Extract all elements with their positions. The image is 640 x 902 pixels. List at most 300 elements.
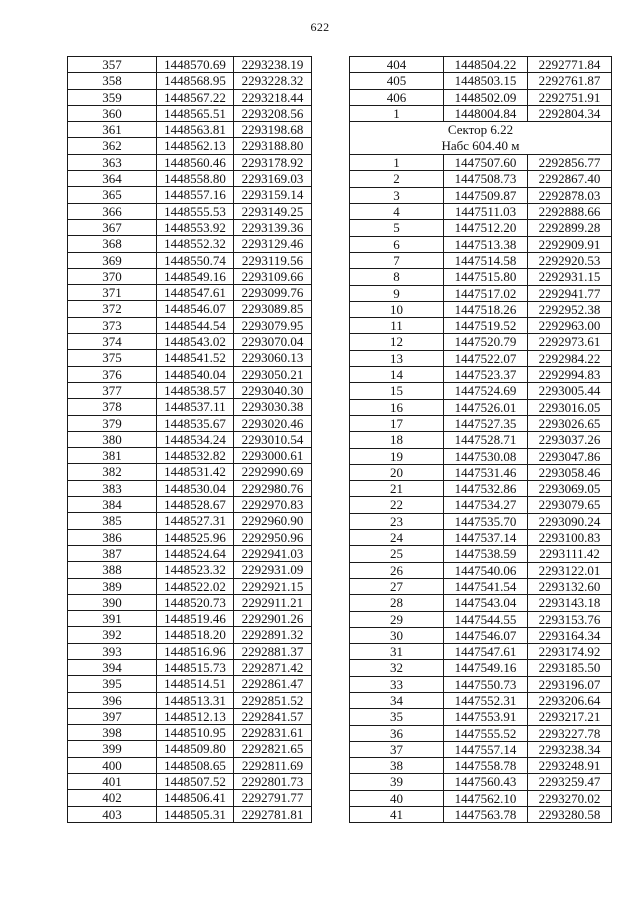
coordinate-y-cell: 2292871.42	[234, 659, 312, 675]
coordinate-x-cell: 1447562.10	[444, 790, 528, 806]
coordinate-y-cell: 2293164.34	[528, 627, 612, 643]
table-row	[68, 757, 312, 773]
coordinate-x-cell: 1447531.46	[444, 464, 528, 480]
coordinate-y-cell: 2293099.76	[234, 285, 312, 301]
table-row	[68, 171, 312, 187]
table-row	[350, 171, 612, 187]
coordinate-x-cell: 1448555.53	[157, 203, 234, 219]
table-row	[350, 57, 612, 73]
point-number-cell: 379	[68, 415, 157, 431]
point-number-cell: 3	[350, 187, 444, 203]
table-row	[350, 105, 612, 121]
coordinate-y-cell: 2292931.09	[234, 562, 312, 578]
table-row	[350, 611, 612, 627]
coordinate-x-cell: 1447543.04	[444, 595, 528, 611]
coordinate-y-cell: 2292801.73	[234, 774, 312, 790]
coordinate-y-cell: 2292867.40	[528, 171, 612, 187]
point-number-cell: 12	[350, 334, 444, 350]
coordinate-x-cell: 1448505.31	[157, 806, 234, 822]
point-number-cell: 361	[68, 122, 157, 138]
point-number-cell: 406	[350, 89, 444, 105]
table-row	[350, 187, 612, 203]
table-row	[350, 660, 612, 676]
coordinate-x-cell: 1447546.07	[444, 627, 528, 643]
coordinate-y-cell: 2292861.47	[234, 676, 312, 692]
table-row	[350, 644, 612, 660]
point-number-cell: 365	[68, 187, 157, 203]
point-number-cell: 1	[350, 105, 444, 121]
coordinate-x-cell: 1448568.95	[157, 73, 234, 89]
coordinate-x-cell: 1448520.73	[157, 594, 234, 610]
coordinate-y-cell: 2293000.61	[234, 448, 312, 464]
section-header-row	[350, 122, 612, 155]
coordinates-table-right-body-after	[350, 155, 612, 823]
point-number-cell: 369	[68, 252, 157, 268]
table-row	[68, 382, 312, 398]
table-row	[68, 708, 312, 724]
point-number-cell: 391	[68, 611, 157, 627]
coordinate-y-cell: 2292888.66	[528, 204, 612, 220]
table-row	[68, 741, 312, 757]
coordinate-y-cell: 2293227.78	[528, 725, 612, 741]
coordinate-x-cell: 1447515.80	[444, 269, 528, 285]
point-number-cell: 16	[350, 399, 444, 415]
table-row	[350, 513, 612, 529]
point-number-cell: 375	[68, 350, 157, 366]
point-number-cell: 380	[68, 431, 157, 447]
coordinate-x-cell: 1448507.52	[157, 774, 234, 790]
coordinate-y-cell: 2292941.77	[528, 285, 612, 301]
point-number-cell: 388	[68, 562, 157, 578]
table-row	[68, 187, 312, 203]
point-number-cell: 384	[68, 497, 157, 513]
table-row	[350, 89, 612, 105]
table-row	[68, 285, 312, 301]
point-number-cell: 4	[350, 204, 444, 220]
table-row	[68, 415, 312, 431]
coordinate-y-cell: 2292821.65	[234, 741, 312, 757]
coordinate-x-cell: 1448563.81	[157, 122, 234, 138]
point-number-cell: 17	[350, 415, 444, 431]
coordinate-x-cell: 1448543.02	[157, 334, 234, 350]
table-row	[350, 741, 612, 757]
point-number-cell: 385	[68, 513, 157, 529]
coordinate-y-cell: 2293016.05	[528, 399, 612, 415]
coordinate-y-cell: 2292994.83	[528, 367, 612, 383]
table-row	[350, 252, 612, 268]
point-number-cell: 387	[68, 545, 157, 561]
point-number-cell: 38	[350, 758, 444, 774]
coordinate-y-cell: 2292761.87	[528, 73, 612, 89]
coordinate-x-cell: 1448535.67	[157, 415, 234, 431]
coordinate-x-cell: 1448510.95	[157, 725, 234, 741]
coordinate-y-cell: 2292970.83	[234, 497, 312, 513]
coordinate-x-cell: 1447528.71	[444, 432, 528, 448]
coordinates-table-right-body-before	[350, 57, 612, 122]
coordinate-y-cell: 2293020.46	[234, 415, 312, 431]
coordinate-x-cell: 1447522.07	[444, 350, 528, 366]
coordinate-y-cell: 2293047.86	[528, 448, 612, 464]
table-row	[350, 73, 612, 89]
coordinate-x-cell: 1447532.86	[444, 481, 528, 497]
coordinate-y-cell: 2293174.92	[528, 644, 612, 660]
coordinate-y-cell: 2293169.03	[234, 171, 312, 187]
coordinate-x-cell: 1447560.43	[444, 774, 528, 790]
coordinate-y-cell: 2293143.18	[528, 595, 612, 611]
table-row	[68, 611, 312, 627]
coordinate-x-cell: 1448570.69	[157, 57, 234, 73]
table-row	[68, 317, 312, 333]
coordinate-x-cell: 1448541.52	[157, 350, 234, 366]
point-number-cell: 392	[68, 627, 157, 643]
table-row	[68, 431, 312, 447]
coordinate-y-cell: 2293153.76	[528, 611, 612, 627]
table-row	[68, 676, 312, 692]
coordinate-y-cell: 2292851.52	[234, 692, 312, 708]
table-row	[68, 301, 312, 317]
coordinate-y-cell: 2293109.66	[234, 268, 312, 284]
coordinate-x-cell: 1447555.52	[444, 725, 528, 741]
table-row	[350, 725, 612, 741]
table-row	[350, 415, 612, 431]
coordinate-x-cell: 1447514.58	[444, 252, 528, 268]
coordinate-y-cell: 2293238.34	[528, 741, 612, 757]
table-row	[68, 73, 312, 89]
coordinate-x-cell: 1448518.20	[157, 627, 234, 643]
coordinate-y-cell: 2293050.21	[234, 366, 312, 382]
point-number-cell: 33	[350, 676, 444, 692]
table-row	[68, 578, 312, 594]
coordinate-x-cell: 1448525.96	[157, 529, 234, 545]
table-row	[350, 676, 612, 692]
coordinate-y-cell: 2293185.50	[528, 660, 612, 676]
coordinate-y-cell: 2293069.05	[528, 481, 612, 497]
point-number-cell: 1	[350, 155, 444, 171]
coordinate-x-cell: 1447553.91	[444, 709, 528, 725]
coordinate-y-cell: 2292931.15	[528, 269, 612, 285]
coordinate-x-cell: 1447508.73	[444, 171, 528, 187]
coordinate-y-cell: 2293149.25	[234, 203, 312, 219]
table-row	[68, 806, 312, 822]
coordinate-x-cell: 1448562.13	[157, 138, 234, 154]
point-number-cell: 28	[350, 595, 444, 611]
table-row	[68, 252, 312, 268]
coordinate-y-cell: 2293030.38	[234, 399, 312, 415]
point-number-cell: 368	[68, 236, 157, 252]
point-number-cell: 41	[350, 807, 444, 823]
point-number-cell: 9	[350, 285, 444, 301]
coordinate-x-cell: 1448519.46	[157, 611, 234, 627]
coordinate-x-cell: 1448560.46	[157, 154, 234, 170]
table-row	[350, 220, 612, 236]
coordinate-x-cell: 1448550.74	[157, 252, 234, 268]
coordinate-y-cell: 2293132.60	[528, 578, 612, 594]
coordinate-x-cell: 1447527.35	[444, 415, 528, 431]
coordinate-x-cell: 1448540.04	[157, 366, 234, 382]
point-number-cell: 403	[68, 806, 157, 822]
table-row	[350, 807, 612, 823]
table-row	[350, 350, 612, 366]
coordinate-x-cell: 1447509.87	[444, 187, 528, 203]
point-number-cell: 35	[350, 709, 444, 725]
table-row	[350, 578, 612, 594]
coordinate-y-cell: 2293280.58	[528, 807, 612, 823]
point-number-cell: 395	[68, 676, 157, 692]
point-number-cell: 376	[68, 366, 157, 382]
coordinate-x-cell: 1448531.42	[157, 464, 234, 480]
table-row	[350, 236, 612, 252]
table-row	[68, 154, 312, 170]
coordinate-x-cell: 1447534.27	[444, 497, 528, 513]
coordinate-y-cell: 2293037.26	[528, 432, 612, 448]
table-row	[68, 725, 312, 741]
coordinate-y-cell: 2293119.56	[234, 252, 312, 268]
coordinate-x-cell: 1448523.32	[157, 562, 234, 578]
coordinate-x-cell: 1448522.02	[157, 578, 234, 594]
point-number-cell: 30	[350, 627, 444, 643]
point-number-cell: 357	[68, 57, 157, 73]
coordinate-y-cell: 2292804.34	[528, 105, 612, 121]
coordinate-x-cell: 1447563.78	[444, 807, 528, 823]
coordinate-y-cell: 2293238.19	[234, 57, 312, 73]
coordinate-y-cell: 2293208.56	[234, 105, 312, 121]
table-row	[68, 334, 312, 350]
coordinates-table-right	[349, 56, 612, 823]
point-number-cell: 27	[350, 578, 444, 594]
point-number-cell: 5	[350, 220, 444, 236]
coordinate-y-cell: 2292856.77	[528, 155, 612, 171]
coordinate-x-cell: 1447538.59	[444, 546, 528, 562]
coordinate-y-cell: 2292911.21	[234, 594, 312, 610]
table-row	[68, 464, 312, 480]
table-row	[68, 236, 312, 252]
coordinate-y-cell: 2292878.03	[528, 187, 612, 203]
coordinate-x-cell: 1447535.70	[444, 513, 528, 529]
coordinate-x-cell: 1447517.02	[444, 285, 528, 301]
table-row	[350, 497, 612, 513]
table-row	[350, 562, 612, 578]
table-row	[68, 138, 312, 154]
point-number-cell: 359	[68, 89, 157, 105]
point-number-cell: 10	[350, 301, 444, 317]
table-row	[350, 155, 612, 171]
point-number-cell: 24	[350, 530, 444, 546]
section-header	[350, 122, 612, 155]
point-number-cell: 377	[68, 382, 157, 398]
table-row	[68, 399, 312, 415]
coordinate-x-cell: 1448553.92	[157, 219, 234, 235]
coordinate-x-cell: 1448532.82	[157, 448, 234, 464]
table-row	[350, 334, 612, 350]
coordinate-x-cell: 1448544.54	[157, 317, 234, 333]
coordinate-x-cell: 1448534.24	[157, 431, 234, 447]
coordinate-y-cell: 2292990.69	[234, 464, 312, 480]
coordinate-x-cell: 1447507.60	[444, 155, 528, 171]
point-number-cell: 360	[68, 105, 157, 121]
table-row	[350, 627, 612, 643]
point-number-cell: 34	[350, 692, 444, 708]
point-number-cell: 21	[350, 481, 444, 497]
coordinate-x-cell: 1448530.04	[157, 480, 234, 496]
point-number-cell: 366	[68, 203, 157, 219]
table-row	[350, 464, 612, 480]
table-row	[68, 57, 312, 73]
coordinate-x-cell: 1448512.13	[157, 708, 234, 724]
point-number-cell: 22	[350, 497, 444, 513]
coordinate-x-cell: 1448502.09	[444, 89, 528, 105]
point-number-cell: 397	[68, 708, 157, 724]
coordinate-y-cell: 2292960.90	[234, 513, 312, 529]
table-row	[350, 448, 612, 464]
coordinate-y-cell: 2292941.03	[234, 545, 312, 561]
coordinate-x-cell: 1447513.38	[444, 236, 528, 252]
point-number-cell: 390	[68, 594, 157, 610]
coordinate-y-cell: 2292973.61	[528, 334, 612, 350]
coordinate-x-cell: 1448514.51	[157, 676, 234, 692]
point-number-cell: 362	[68, 138, 157, 154]
table-row	[350, 301, 612, 317]
point-number-cell: 370	[68, 268, 157, 284]
point-number-cell: 40	[350, 790, 444, 806]
table-row	[68, 122, 312, 138]
table-row	[68, 529, 312, 545]
coordinate-x-cell: 1447511.03	[444, 204, 528, 220]
coordinate-y-cell: 2292984.22	[528, 350, 612, 366]
coordinate-y-cell: 2293218.44	[234, 89, 312, 105]
table-row	[68, 219, 312, 235]
coordinate-x-cell: 1448004.84	[444, 105, 528, 121]
coordinate-y-cell: 2292899.28	[528, 220, 612, 236]
table-row	[350, 481, 612, 497]
coordinate-y-cell: 2293129.46	[234, 236, 312, 252]
coordinate-y-cell: 2293100.83	[528, 530, 612, 546]
coordinate-y-cell: 2293188.80	[234, 138, 312, 154]
coordinate-x-cell: 1448549.16	[157, 268, 234, 284]
coordinate-y-cell: 2292901.26	[234, 611, 312, 627]
coordinate-y-cell: 2293040.30	[234, 382, 312, 398]
coordinate-x-cell: 1447523.37	[444, 367, 528, 383]
coordinate-x-cell: 1448503.15	[444, 73, 528, 89]
table-row	[350, 383, 612, 399]
point-number-cell: 23	[350, 513, 444, 529]
table-row	[350, 595, 612, 611]
table-row	[68, 692, 312, 708]
table-row	[68, 643, 312, 659]
coordinate-y-cell: 2293122.01	[528, 562, 612, 578]
table-row	[68, 513, 312, 529]
point-number-cell: 39	[350, 774, 444, 790]
point-number-cell: 382	[68, 464, 157, 480]
coordinate-x-cell: 1448515.73	[157, 659, 234, 675]
coordinate-y-cell: 2292920.53	[528, 252, 612, 268]
point-number-cell: 19	[350, 448, 444, 464]
table-row	[350, 546, 612, 562]
coordinate-x-cell: 1448547.61	[157, 285, 234, 301]
coordinate-y-cell: 2292909.91	[528, 236, 612, 252]
table-row	[350, 285, 612, 301]
point-number-cell: 25	[350, 546, 444, 562]
point-number-cell: 26	[350, 562, 444, 578]
coordinate-x-cell: 1447519.52	[444, 318, 528, 334]
coordinate-x-cell: 1448537.11	[157, 399, 234, 415]
coordinate-x-cell: 1447518.26	[444, 301, 528, 317]
table-row	[350, 367, 612, 383]
section-header-group	[350, 122, 612, 155]
point-number-cell: 378	[68, 399, 157, 415]
point-number-cell: 399	[68, 741, 157, 757]
point-number-cell: 32	[350, 660, 444, 676]
table-row	[350, 432, 612, 448]
table-row	[68, 268, 312, 284]
point-number-cell: 405	[350, 73, 444, 89]
table-row	[68, 203, 312, 219]
point-number-cell: 394	[68, 659, 157, 675]
coordinate-y-cell: 2292791.77	[234, 790, 312, 806]
coordinate-y-cell: 2293159.14	[234, 187, 312, 203]
point-number-cell: 37	[350, 741, 444, 757]
table-row	[68, 594, 312, 610]
point-number-cell: 6	[350, 236, 444, 252]
coordinate-x-cell: 1447549.16	[444, 660, 528, 676]
coordinates-table-left	[67, 56, 312, 823]
point-number-cell: 381	[68, 448, 157, 464]
point-number-cell: 371	[68, 285, 157, 301]
point-number-cell: 383	[68, 480, 157, 496]
point-number-cell: 374	[68, 334, 157, 350]
coordinate-y-cell: 2293139.36	[234, 219, 312, 235]
point-number-cell: 29	[350, 611, 444, 627]
coordinate-y-cell: 2292831.61	[234, 725, 312, 741]
point-number-cell: 404	[350, 57, 444, 73]
coordinate-x-cell: 1448524.64	[157, 545, 234, 561]
table-row	[68, 366, 312, 382]
coordinate-y-cell: 2292771.84	[528, 57, 612, 73]
coordinate-x-cell: 1447552.31	[444, 692, 528, 708]
coordinate-y-cell: 2292950.96	[234, 529, 312, 545]
coordinate-y-cell: 2293079.65	[528, 497, 612, 513]
coordinate-y-cell: 2292980.76	[234, 480, 312, 496]
point-number-cell: 20	[350, 464, 444, 480]
coordinate-x-cell: 1447526.01	[444, 399, 528, 415]
table-row	[350, 318, 612, 334]
coordinate-x-cell: 1448513.31	[157, 692, 234, 708]
table-row	[350, 399, 612, 415]
coordinate-y-cell: 2293270.02	[528, 790, 612, 806]
point-number-cell: 372	[68, 301, 157, 317]
coordinate-y-cell: 2292921.15	[234, 578, 312, 594]
coordinate-x-cell: 1447557.14	[444, 741, 528, 757]
table-row	[68, 627, 312, 643]
point-number-cell: 31	[350, 644, 444, 660]
coordinate-x-cell: 1447550.73	[444, 676, 528, 692]
coordinate-x-cell: 1448528.67	[157, 497, 234, 513]
point-number-cell: 36	[350, 725, 444, 741]
table-row	[68, 659, 312, 675]
point-number-cell: 389	[68, 578, 157, 594]
point-number-cell: 402	[68, 790, 157, 806]
coordinate-x-cell: 1448506.41	[157, 790, 234, 806]
coordinate-x-cell: 1448552.32	[157, 236, 234, 252]
coordinate-x-cell: 1448567.22	[157, 89, 234, 105]
coordinate-y-cell: 2292891.32	[234, 627, 312, 643]
table-row	[350, 709, 612, 725]
coordinate-y-cell: 2293259.47	[528, 774, 612, 790]
coordinate-x-cell: 1447547.61	[444, 644, 528, 660]
coordinate-x-cell: 1447524.69	[444, 383, 528, 399]
coordinate-x-cell: 1448558.80	[157, 171, 234, 187]
coordinate-y-cell: 2292952.38	[528, 301, 612, 317]
coordinate-y-cell: 2293060.13	[234, 350, 312, 366]
